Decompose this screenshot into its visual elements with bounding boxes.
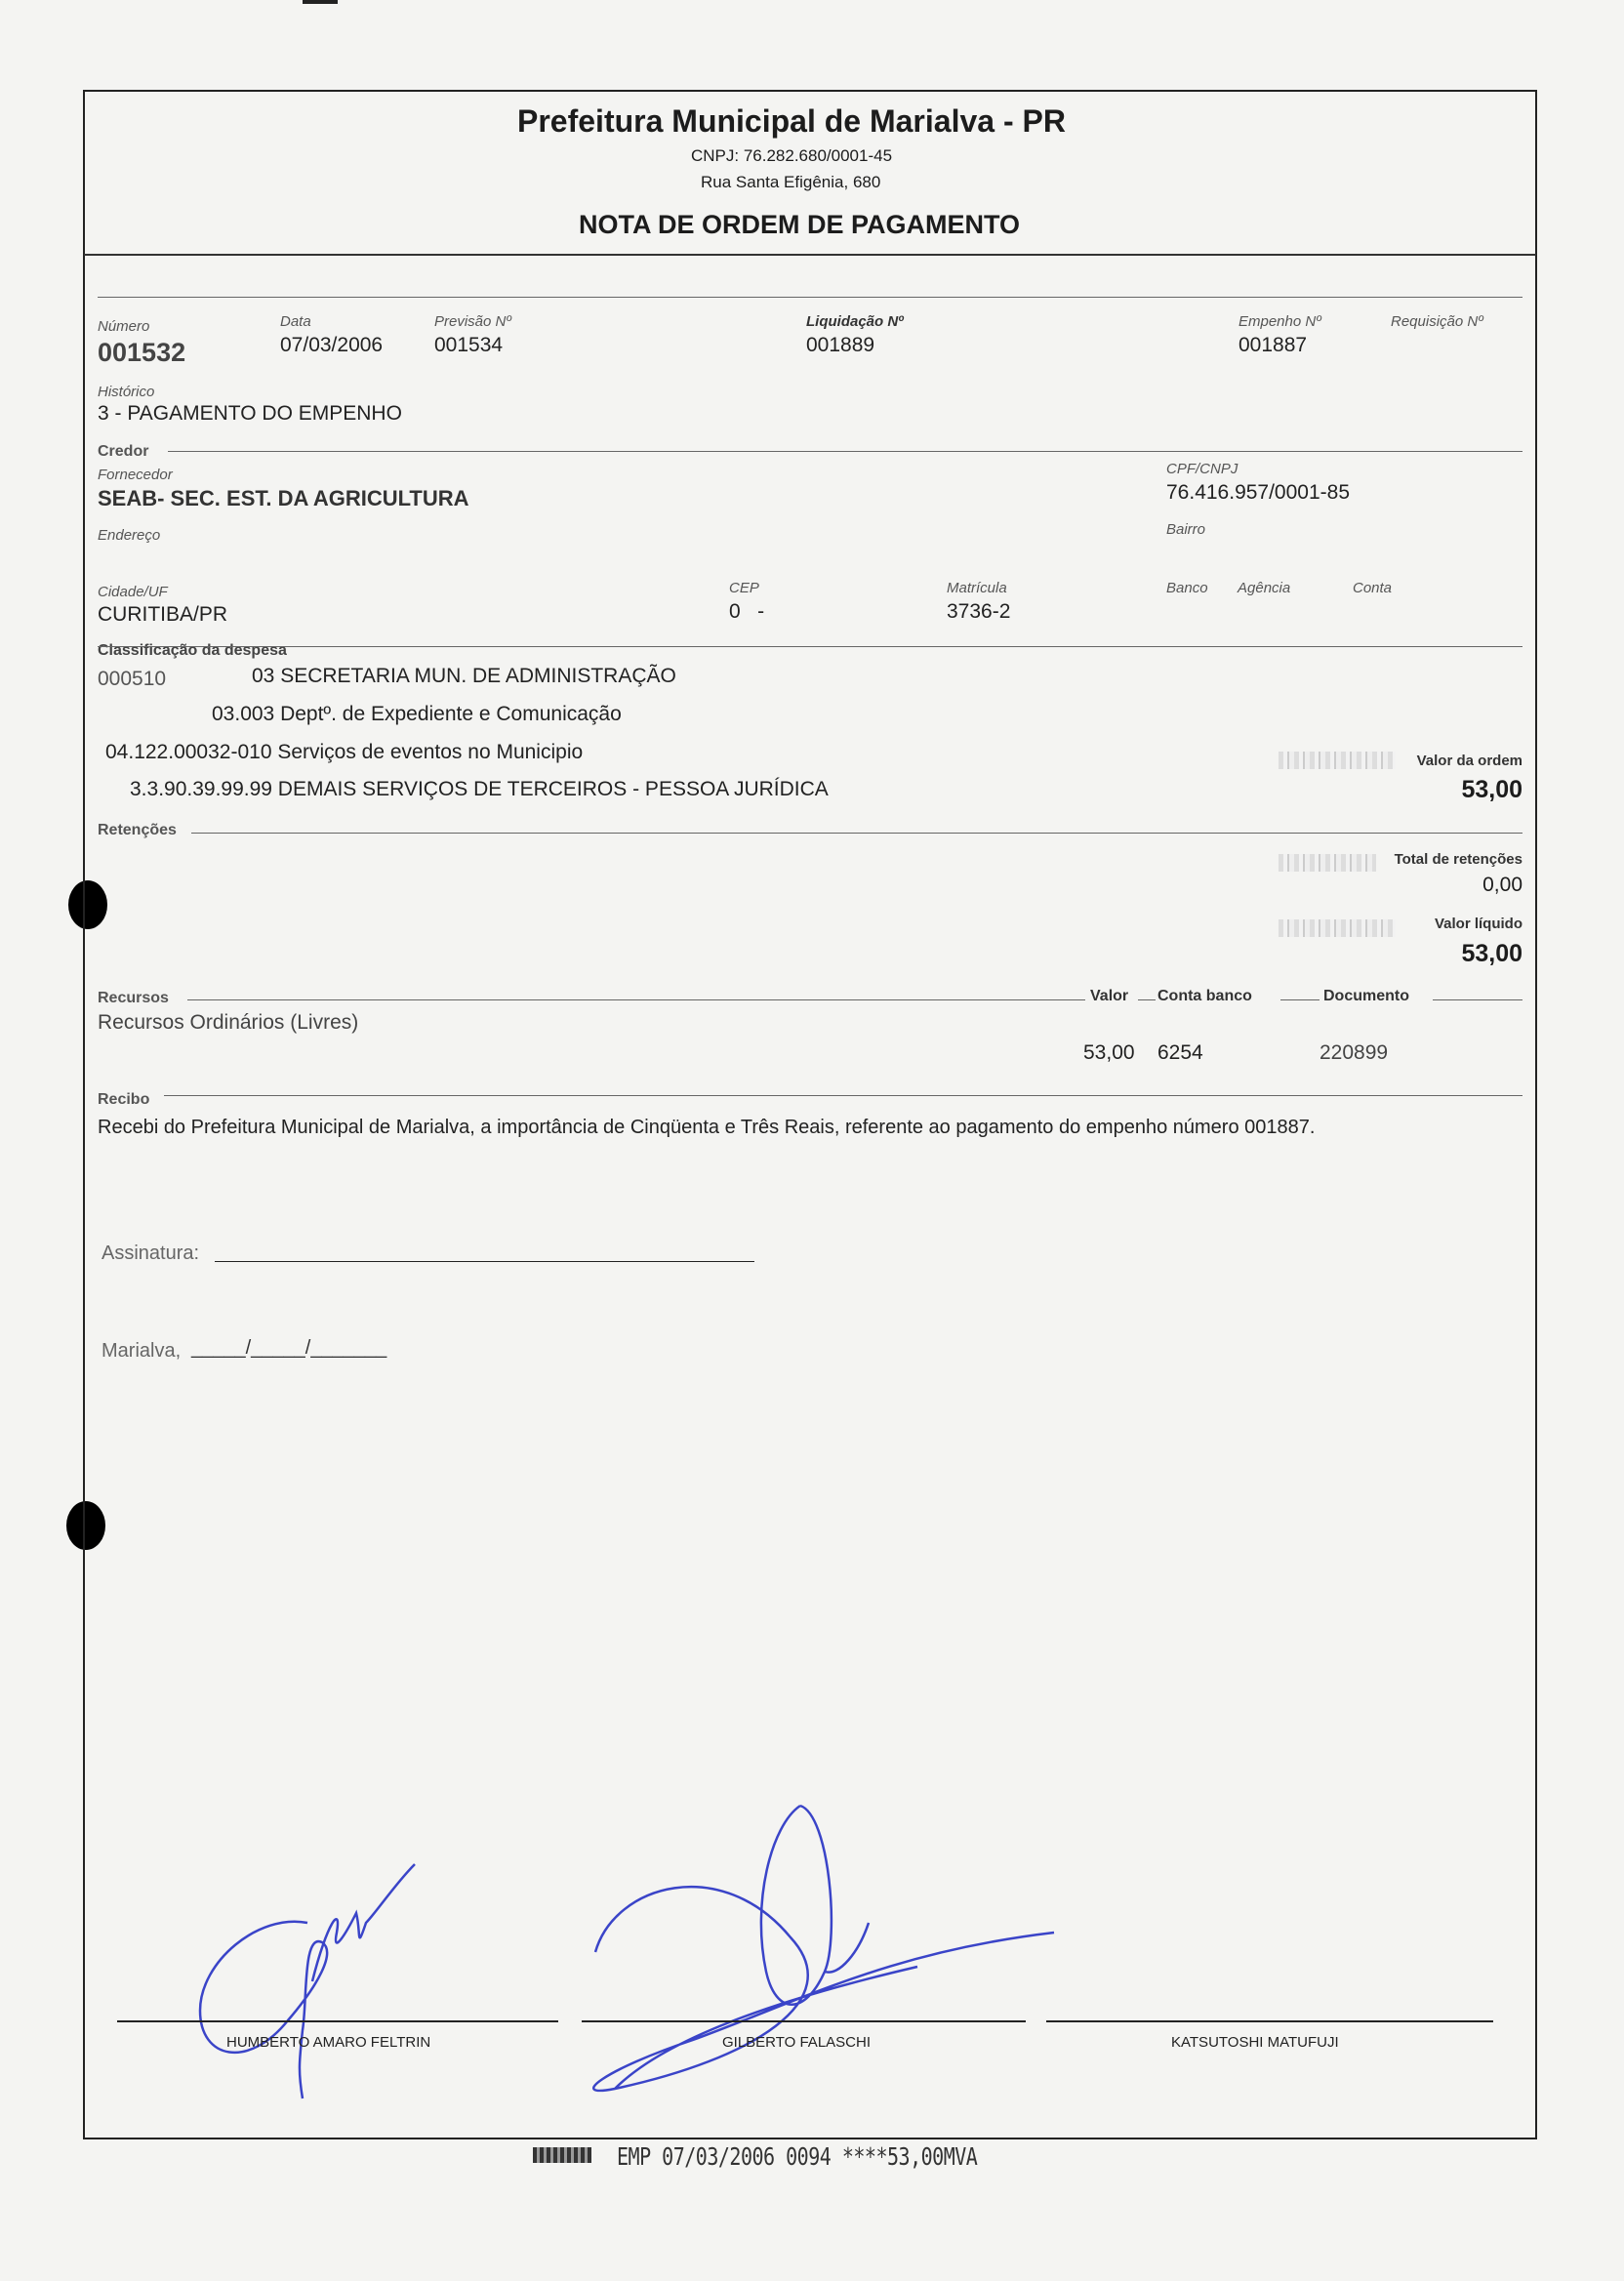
classificacao-line-1: 03 SECRETARIA MUN. DE ADMINISTRAÇÃO [252,665,676,687]
cnpj-text: CNPJ: 76.282.680/0001-45 [691,146,893,165]
historico-label: Histórico [98,384,155,400]
recursos-rule-3 [1280,999,1320,1000]
empenho-label: Empenho Nº [1238,313,1321,330]
classificacao-line-3: 04.122.00032-010 Serviços de eventos no Municipio [105,741,584,763]
recursos-documento-label: Documento [1323,988,1409,1004]
liquidacao-value: 001889 [806,334,875,356]
matricula-label: Matrícula [947,580,1007,596]
info-divider [98,297,1522,298]
numero-value: 001532 [98,338,186,367]
recursos-rule-4 [1433,999,1522,1000]
data-label: Data [280,313,311,330]
classificacao-code: 000510 [98,668,167,690]
recibo-rule [164,1095,1522,1096]
classificacao-line-4: 3.3.90.39.99.99 DEMAIS SERVIÇOS DE TERCEIROS - PESSOA JURÍDICA [130,778,829,800]
scan-shading [1279,919,1396,937]
recursos-rule-2 [1138,999,1156,1000]
data-value: 07/03/2006 [280,334,384,356]
cidade-label: Cidade/UF [98,584,168,600]
scan-shading [1279,854,1376,872]
previsao-label: Previsão Nº [434,313,511,330]
banco-label: Banco [1166,580,1208,596]
assinatura-line [215,1261,754,1262]
signature-name-1: HUMBERTO AMARO FELTRIN [226,2034,431,2051]
valor-ordem-value: 53,00 [1461,776,1522,803]
recursos-documento: 220899 [1320,1041,1389,1064]
fornecedor-value: SEAB- SEC. EST. DA AGRICULTURA [98,486,469,510]
scan-shading [1279,752,1396,769]
document-title: NOTA DE ORDEM DE PAGAMENTO [579,210,1021,239]
cep-label: CEP [729,580,759,596]
retencoes-rule [191,833,1522,834]
recursos-valor: 53,00 [1083,1041,1135,1064]
total-retencoes-value: 0,00 [1482,874,1522,896]
bank-logo-icon [533,2147,591,2163]
valor-ordem-label: Valor da ordem [1416,753,1522,769]
retencoes-section-label: Retenções [98,822,177,838]
endereco-label: Endereço [98,527,161,544]
recursos-conta-label: Conta banco [1157,988,1252,1004]
address-text: Rua Santa Efigênia, 680 [701,173,881,191]
credor-rule [168,451,1522,452]
recursos-valor-label: Valor [1090,988,1129,1004]
classificacao-line-2: 03.003 Deptº. de Expediente e Comunicação [212,703,622,725]
liquidacao-label: Liquidação Nº [806,313,904,330]
recursos-descricao: Recursos Ordinários (Livres) [98,1011,359,1034]
recibo-text: Recebi do Prefeitura Municipal de Marialva, a importância de Cinqüenta e Três Reais, referente ao pagamento do empenho número 001887. [98,1117,1316,1138]
cpf-label: CPF/CNPJ [1166,461,1238,477]
classificacao-rule [98,646,1522,647]
fornecedor-label: Fornecedor [98,467,173,483]
valor-liquido-label: Valor líquido [1434,916,1522,932]
bank-stamp: EMP 07/03/2006 0094 ****53,00MVA [617,2141,978,2171]
signature-name-3: KATSUTOSHI MATUFUJI [1171,2034,1339,2051]
requisicao-label: Requisição Nº [1391,313,1483,330]
bairro-label: Bairro [1166,521,1206,538]
historico-value: 3 - PAGAMENTO DO EMPENHO [98,402,402,425]
numero-label: Número [98,318,150,335]
signature-line-2 [582,2020,1026,2022]
cpf-value: 76.416.957/0001-85 [1166,481,1351,504]
conta-label: Conta [1353,580,1393,596]
classificacao-section-label: Classificação da despesa [98,642,287,659]
date-blank: _____/_____/_______ [191,1337,387,1359]
municipality-title: Prefeitura Municipal de Marialva - PR [517,103,1066,139]
credor-section-label: Credor [98,443,149,460]
signature-line-1 [117,2020,558,2022]
cep-value: 0 - [729,600,765,623]
signature-line-3 [1046,2020,1493,2022]
matricula-value: 3736-2 [947,600,1011,623]
signature-feltrin [190,1776,405,2108]
scan-speck [303,0,338,4]
recursos-section-label: Recursos [98,990,169,1006]
recursos-rule [187,999,1085,1000]
signature-name-2: GILBERTO FALASCHI [722,2034,871,2051]
total-retencoes-label: Total de retenções [1394,851,1522,868]
cidade-value: CURITIBA/PR [98,603,228,626]
valor-liquido-value: 53,00 [1461,940,1522,967]
previsao-value: 001534 [434,334,504,356]
assinatura-label: Assinatura: [102,1242,200,1264]
empenho-value: 001887 [1238,334,1308,356]
header-divider [84,254,1536,256]
agencia-label: Agência [1238,580,1291,596]
local-label: Marialva, [102,1340,182,1362]
recibo-section-label: Recibo [98,1091,150,1108]
recursos-conta: 6254 [1157,1041,1203,1064]
